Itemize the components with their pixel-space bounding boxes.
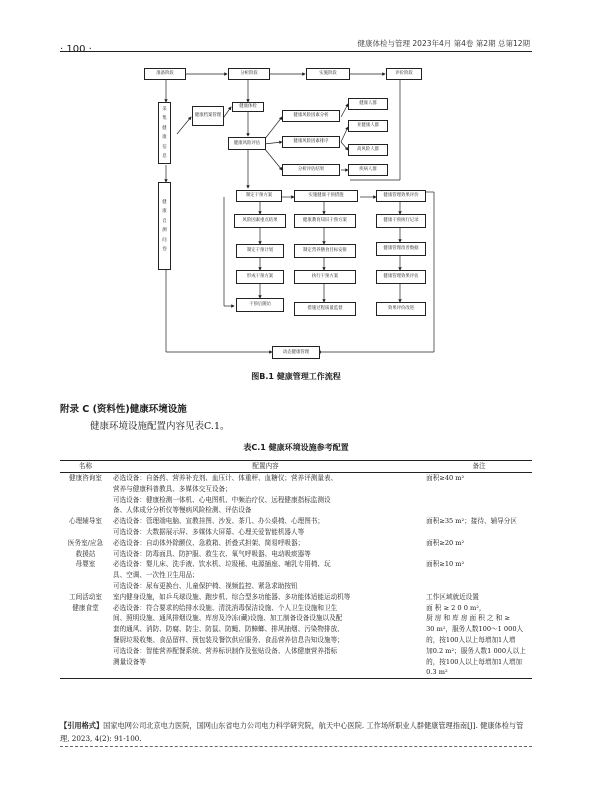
cell-note-line: 厨 房 和 库 房 面 积 之 和 ≥	[426, 614, 510, 623]
appendix-text: 健康环境设施配置内容见表C.1。	[90, 421, 230, 432]
header-rule	[60, 51, 532, 52]
nutrition-goals: 制定营养膳食目标安排	[294, 244, 356, 258]
cell-note	[418, 592, 532, 603]
health-risk-assessment: 健康风险评估	[228, 137, 266, 150]
cell-name	[60, 538, 111, 560]
health-checkup: 健康体检	[232, 102, 264, 112]
table-row	[60, 592, 532, 603]
cell-content	[111, 603, 418, 679]
stage-preparation: 准备阶段	[144, 68, 186, 80]
cell-note-line: 面 积 ≥ 2 0 0 m²，	[426, 603, 486, 612]
cell-content-line: 必选设备：婴儿床、洗手液、饮水机、垃圾桶、电源插座、哺乳专用椅、玩	[113, 560, 331, 569]
citation-text: 国家电网公司北京电力医院，国网山东省电力公司电力科学研究院，航天中心医院. 工作场所职业人群健康管理指南[J]. 健康体检与管理, 2023, 4(2): 91-100.	[60, 721, 524, 743]
cell-content-line: 必选设备：管理端电脑、宣教挂图、沙发、茶几、办公桌椅、心理图书；	[113, 517, 324, 526]
cell-content-line: 餐厨垃圾收集、食品留样、预包装及餐饮供应服务、食品营养信息告知设施等；	[113, 635, 344, 644]
cell-name-line: 健康咨询室	[69, 474, 102, 482]
group-diseased: 疾病人群	[348, 164, 388, 176]
health-record-management: 健康档案管理	[192, 106, 224, 126]
table-header-row	[60, 461, 532, 473]
header-content: 配置内容	[111, 461, 418, 473]
header-note: 备注	[418, 461, 532, 473]
header-name: 名称	[60, 461, 111, 473]
citation-label: 【引用格式】	[60, 721, 104, 730]
cell-name	[60, 603, 111, 679]
cell-name-line: 健康食堂	[72, 603, 99, 612]
implement-intervention: 实施健康干预措施	[294, 190, 358, 202]
effect-assessment: 健康管理效果评估	[376, 270, 426, 284]
cell-note-line: 面积≥40 m²	[426, 474, 465, 482]
cell-content-line: 可选设备：健康检测一体机、心电图机、中频治疗仪、远程健康指标监测设	[113, 495, 331, 504]
cell-name-line: 母婴室	[75, 560, 96, 569]
quality-supervision: 措施过程质量监督	[294, 302, 356, 316]
cell-content-line: 间、照明设施、通风排烟设施、库房及冷冻(藏)设施、加工制备设备设施以及配	[113, 614, 343, 623]
cell-content-line: 测量设备等	[113, 657, 146, 666]
assessment-results: 分析评估结果	[282, 164, 340, 176]
stage-analysis: 分析阶段	[228, 68, 270, 80]
cell-content-line: 营养与健康科普教具、多媒体交互设备；	[113, 484, 232, 493]
cell-content	[111, 538, 418, 560]
figure-caption: 图B.1 健康管理工作流程	[251, 372, 341, 381]
post-intervention-followup: 干预后随访	[236, 298, 284, 312]
cell-name-line: 心理辅导室	[69, 517, 102, 526]
cell-note	[418, 538, 532, 560]
cell-content-line: 套的通风、消防、防腐、防尘、防鼠、防蝇、防蟑螂、排风抽烟、污染物排放、	[113, 625, 344, 634]
cell-note-line: 的，按100人以上每增加1人增加	[426, 657, 523, 666]
effect-evaluation: 健康管理效果评价	[376, 190, 426, 202]
cell-name	[60, 559, 111, 591]
cell-content-line: 可选设备：尿布更换台、儿童保护椅、视频监控、紧急求助按钮	[113, 581, 298, 590]
citation	[60, 719, 532, 745]
table-row	[60, 473, 532, 517]
page-number: · 100 ·	[60, 44, 92, 55]
group-healthy: 健康人群	[348, 98, 388, 110]
collect-health-info: 采集健康信息	[158, 102, 171, 164]
cell-content-line: 室内健身设施，如乒乓球设施、跑步机、综合型多功能器、多功能体适能运动机等	[113, 592, 351, 601]
cell-name-line: 工间活动室	[69, 592, 102, 601]
stage-implementation: 实施阶段	[306, 68, 350, 80]
cell-name	[60, 473, 111, 517]
cell-note-line: 工作区域就近设置	[426, 592, 479, 601]
education-intervention-plan: 健康教育知识干预方案	[294, 214, 356, 228]
dynamic-health-management: 动态健康管理	[272, 346, 320, 359]
group-subhealthy: 亚健康人群	[348, 120, 388, 132]
cell-note-line: 30 m²，服务人数100～1 000人	[426, 625, 524, 634]
journal-info: 健康体检与管理 2023年4月 第4卷 第2期 总第12期	[357, 39, 530, 48]
cell-note	[418, 603, 532, 679]
cell-content	[111, 516, 418, 538]
table-caption: 表C.1 健康环境设施参考配置	[243, 443, 349, 452]
effect-improvement: 效果评价改进	[376, 302, 426, 316]
table-row	[60, 516, 532, 538]
table-row	[60, 559, 532, 591]
form-intervention-plan: 形成干预方案	[236, 270, 284, 284]
cell-note-line: 0.3 m²	[426, 668, 448, 677]
table-row	[60, 603, 532, 679]
execute-intervention-plan: 执行干预方案	[294, 270, 356, 284]
table-row	[60, 538, 532, 560]
cell-note-line: 的，按100人以上每增加1人增	[426, 635, 516, 644]
citation-rule	[60, 746, 532, 747]
cell-content-line: 必选设备：符合要求的给排水设施、清洗消毒保洁设施、个人卫生设施和卫生	[113, 603, 338, 612]
cell-content-line: 可选设备：大数据展示屏、多媒体大屏幕、心理关爱智能机器人等	[113, 527, 305, 536]
risk-focus-results: 风险因素重点结果	[234, 214, 286, 228]
cell-name-line: 医务室/应急	[67, 538, 104, 547]
risk-factor-ranking: 健康风险因素排序	[282, 136, 340, 148]
cell-content-line: 具、空调、一次性卫生用品；	[113, 571, 199, 580]
risk-factor-analysis: 健康风险因素分析	[282, 110, 340, 122]
cell-content-line: 必选设备：自备药、营养补充剂、血压计、体重秤、血糖仪；营养评测量表、	[113, 474, 338, 482]
group-high-risk: 高风险人群	[348, 144, 388, 156]
cell-content-line: 备、人体成分分析仪等慢病风险检测、评估设备	[113, 506, 252, 515]
cell-note-line: 加0.2 m²；服务人数1 000人以上	[426, 646, 526, 655]
stage-evaluation: 评价阶段	[386, 68, 422, 80]
improvement-data: 健康管理改善数据	[376, 242, 426, 256]
cell-content	[111, 559, 418, 591]
cell-note-line: 面积≥20 m²	[426, 538, 465, 547]
cell-note	[418, 473, 532, 517]
cell-content-line: 可选设备：防毒面具、防护服、救生衣、氧气呼吸器、电动吸痰器等	[113, 549, 311, 558]
cell-note-line: 面积≥35 m²；接待、辅导分区	[426, 517, 517, 526]
cell-note	[418, 516, 532, 538]
cell-content-line: 可选设备：智能营养配餐系统、营养标识制作及张贴设备、人体健康营养指标	[113, 646, 338, 655]
intervention-records: 健康干预执行记录	[376, 214, 426, 228]
cell-content	[111, 473, 418, 517]
facilities-table	[60, 460, 532, 679]
cell-name	[60, 592, 111, 603]
make-intervention-plan: 制定干预方案	[236, 190, 282, 202]
appendix-title: 附录 C (资料性)健康环境设施	[60, 404, 187, 415]
health-management-flowchart	[120, 62, 440, 370]
cell-content	[111, 592, 418, 603]
cell-name	[60, 516, 111, 538]
cell-content-line: 必选设备：自动体外除颤仪、急救箱、折叠式担架、简易呼吸器；	[113, 538, 305, 547]
cell-note-line: 面积≥10 m²	[426, 560, 465, 569]
cell-name-line: 救援站	[75, 549, 96, 558]
health-self-test-questionnaire: 健康自测问卷	[158, 182, 171, 270]
make-intervention-schedule: 制定干预计划	[236, 244, 284, 258]
cell-note	[418, 559, 532, 591]
